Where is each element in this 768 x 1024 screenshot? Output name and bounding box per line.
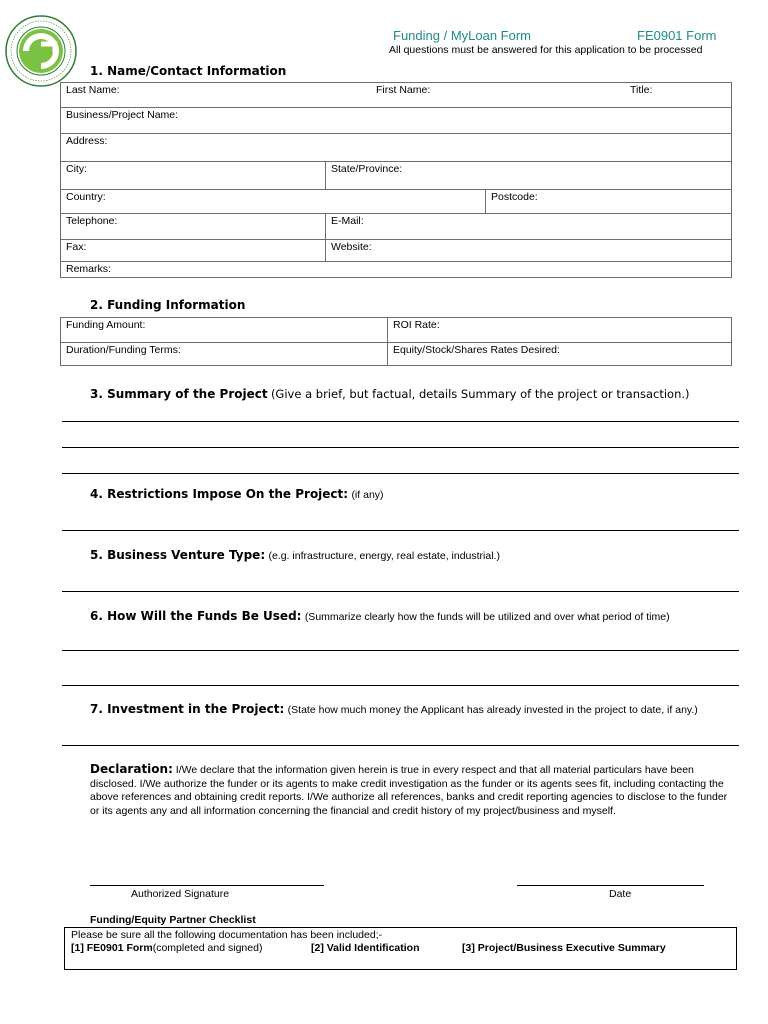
section-3-title: 3. Summary of the Project: [90, 387, 268, 401]
telephone-field[interactable]: [61, 214, 325, 239]
section-4-heading: [90, 487, 384, 501]
section-4-title: 4. Restrictions Impose On the Project:: [90, 487, 349, 501]
form-instruction: All questions must be answered for this application to be processed: [389, 44, 703, 56]
company-seal-logo-icon: [4, 14, 78, 88]
field-label: ROI Rate:: [393, 319, 440, 331]
country-field[interactable]: [61, 190, 485, 213]
section-6-title: 6. How Will the Funds Be Used:: [90, 609, 302, 623]
section-3-hint: (Give a brief, but factual, details Summary of the project or transaction.): [270, 387, 690, 401]
field-label: Fax:: [66, 241, 87, 253]
section-4-hint: (if any): [351, 489, 384, 501]
table-row: [61, 189, 731, 213]
answer-line[interactable]: [62, 650, 739, 651]
field-label: Duration/Funding Terms:: [66, 344, 181, 356]
table-row: [61, 318, 731, 342]
city-field[interactable]: [61, 162, 325, 189]
date-label: Date: [609, 888, 632, 900]
email-field[interactable]: [325, 214, 731, 239]
table-row: [61, 83, 731, 107]
answer-line[interactable]: [62, 685, 739, 686]
duration-terms-field[interactable]: [61, 343, 387, 365]
answer-line[interactable]: [62, 745, 739, 746]
funding-info-table: [60, 317, 732, 366]
section-6-hint: (Summarize clearly how the funds will be utilized and over what period of time): [304, 611, 670, 623]
website-field[interactable]: [325, 240, 731, 261]
field-label: Remarks:: [66, 263, 111, 275]
table-row: [61, 342, 731, 365]
funding-amount-field[interactable]: [61, 318, 387, 342]
fax-field[interactable]: [61, 240, 325, 261]
checklist-item-label: [1] FE0901 Form: [71, 942, 153, 954]
first-name-field[interactable]: [371, 83, 625, 107]
answer-line[interactable]: [62, 591, 739, 592]
postcode-field[interactable]: [485, 190, 731, 213]
field-label: Equity/Stock/Shares Rates Desired:: [393, 344, 560, 356]
table-row: [61, 213, 731, 239]
business-name-field[interactable]: [61, 108, 731, 133]
field-label: Country:: [66, 191, 106, 203]
section-7-hint: (State how much money the Applicant has already invested in the project to date, if any.): [287, 704, 698, 716]
section-3-heading: [90, 387, 690, 401]
signature-line[interactable]: [90, 885, 324, 886]
checklist-intro: Please be sure all the following documentation has been included;-: [71, 929, 383, 941]
form-title: Funding / MyLoan Form: [393, 28, 532, 43]
declaration-text: I/We declare that the information given herein is true in every respect and that all material particulars have been disclosed. I/We authorize the funder or its agents to make credit investigation as the funder or its agents sees fit, including contacting the above references and obtaining credit reports. I/We authorize all references, banks and credit reporting agencies to disclose to the funder or its agents any and all information concerning the financial and credit history of my project/business and myself.: [90, 764, 728, 817]
section-2-title: 2. Funding Information: [90, 298, 246, 312]
contact-info-table: [60, 82, 732, 278]
table-row: [61, 239, 731, 261]
remarks-field[interactable]: [61, 262, 731, 277]
declaration-label: Declaration:: [90, 762, 173, 776]
field-label: Address:: [66, 135, 108, 147]
state-field[interactable]: [325, 162, 731, 189]
authorized-signature-label: Authorized Signature: [131, 888, 230, 900]
last-name-field[interactable]: [61, 83, 371, 107]
table-row: [61, 107, 731, 133]
field-label: Website:: [331, 241, 372, 253]
section-6-heading: [90, 609, 670, 623]
field-label: State/Province:: [331, 163, 403, 175]
declaration-paragraph: [90, 763, 730, 818]
answer-line[interactable]: [62, 421, 739, 422]
checklist-title: Funding/Equity Partner Checklist: [90, 914, 256, 926]
section-5-title: 5. Business Venture Type:: [90, 548, 266, 562]
form-code: FE0901 Form: [637, 28, 717, 43]
checklist-item-note: (completed and signed): [152, 942, 263, 954]
section-5-heading: [90, 548, 500, 562]
field-label: Funding Amount:: [66, 319, 146, 331]
field-label: Title:: [630, 84, 653, 96]
checklist-item-form[interactable]: [71, 942, 262, 954]
answer-line[interactable]: [62, 530, 739, 531]
section-1-title: 1. Name/Contact Information: [90, 64, 287, 78]
checklist-item-executive-summary[interactable]: [3] Project/Business Executive Summary: [462, 942, 666, 954]
address-field[interactable]: [61, 134, 731, 161]
field-label: Telephone:: [66, 215, 118, 227]
field-label: First Name:: [376, 84, 431, 96]
section-5-hint: (e.g. infrastructure, energy, real estate, industrial.): [268, 550, 500, 562]
section-7-heading: [90, 702, 698, 716]
checklist-item-identification[interactable]: [2] Valid Identification: [311, 942, 420, 954]
field-label: City:: [66, 163, 87, 175]
checklist-box: [64, 927, 737, 970]
table-row: [61, 161, 731, 189]
answer-line[interactable]: [62, 447, 739, 448]
equity-rates-field[interactable]: [387, 343, 731, 365]
roi-rate-field[interactable]: [387, 318, 731, 342]
field-label: Postcode:: [491, 191, 538, 203]
section-7-title: 7. Investment in the Project:: [90, 702, 285, 716]
field-label: Last Name:: [66, 84, 120, 96]
date-line[interactable]: [517, 885, 704, 886]
field-label: E-Mail:: [331, 215, 364, 227]
table-row: [61, 261, 731, 277]
field-label: Business/Project Name:: [66, 109, 179, 121]
table-row: [61, 133, 731, 161]
title-field[interactable]: [625, 83, 731, 107]
answer-line[interactable]: [62, 473, 739, 474]
